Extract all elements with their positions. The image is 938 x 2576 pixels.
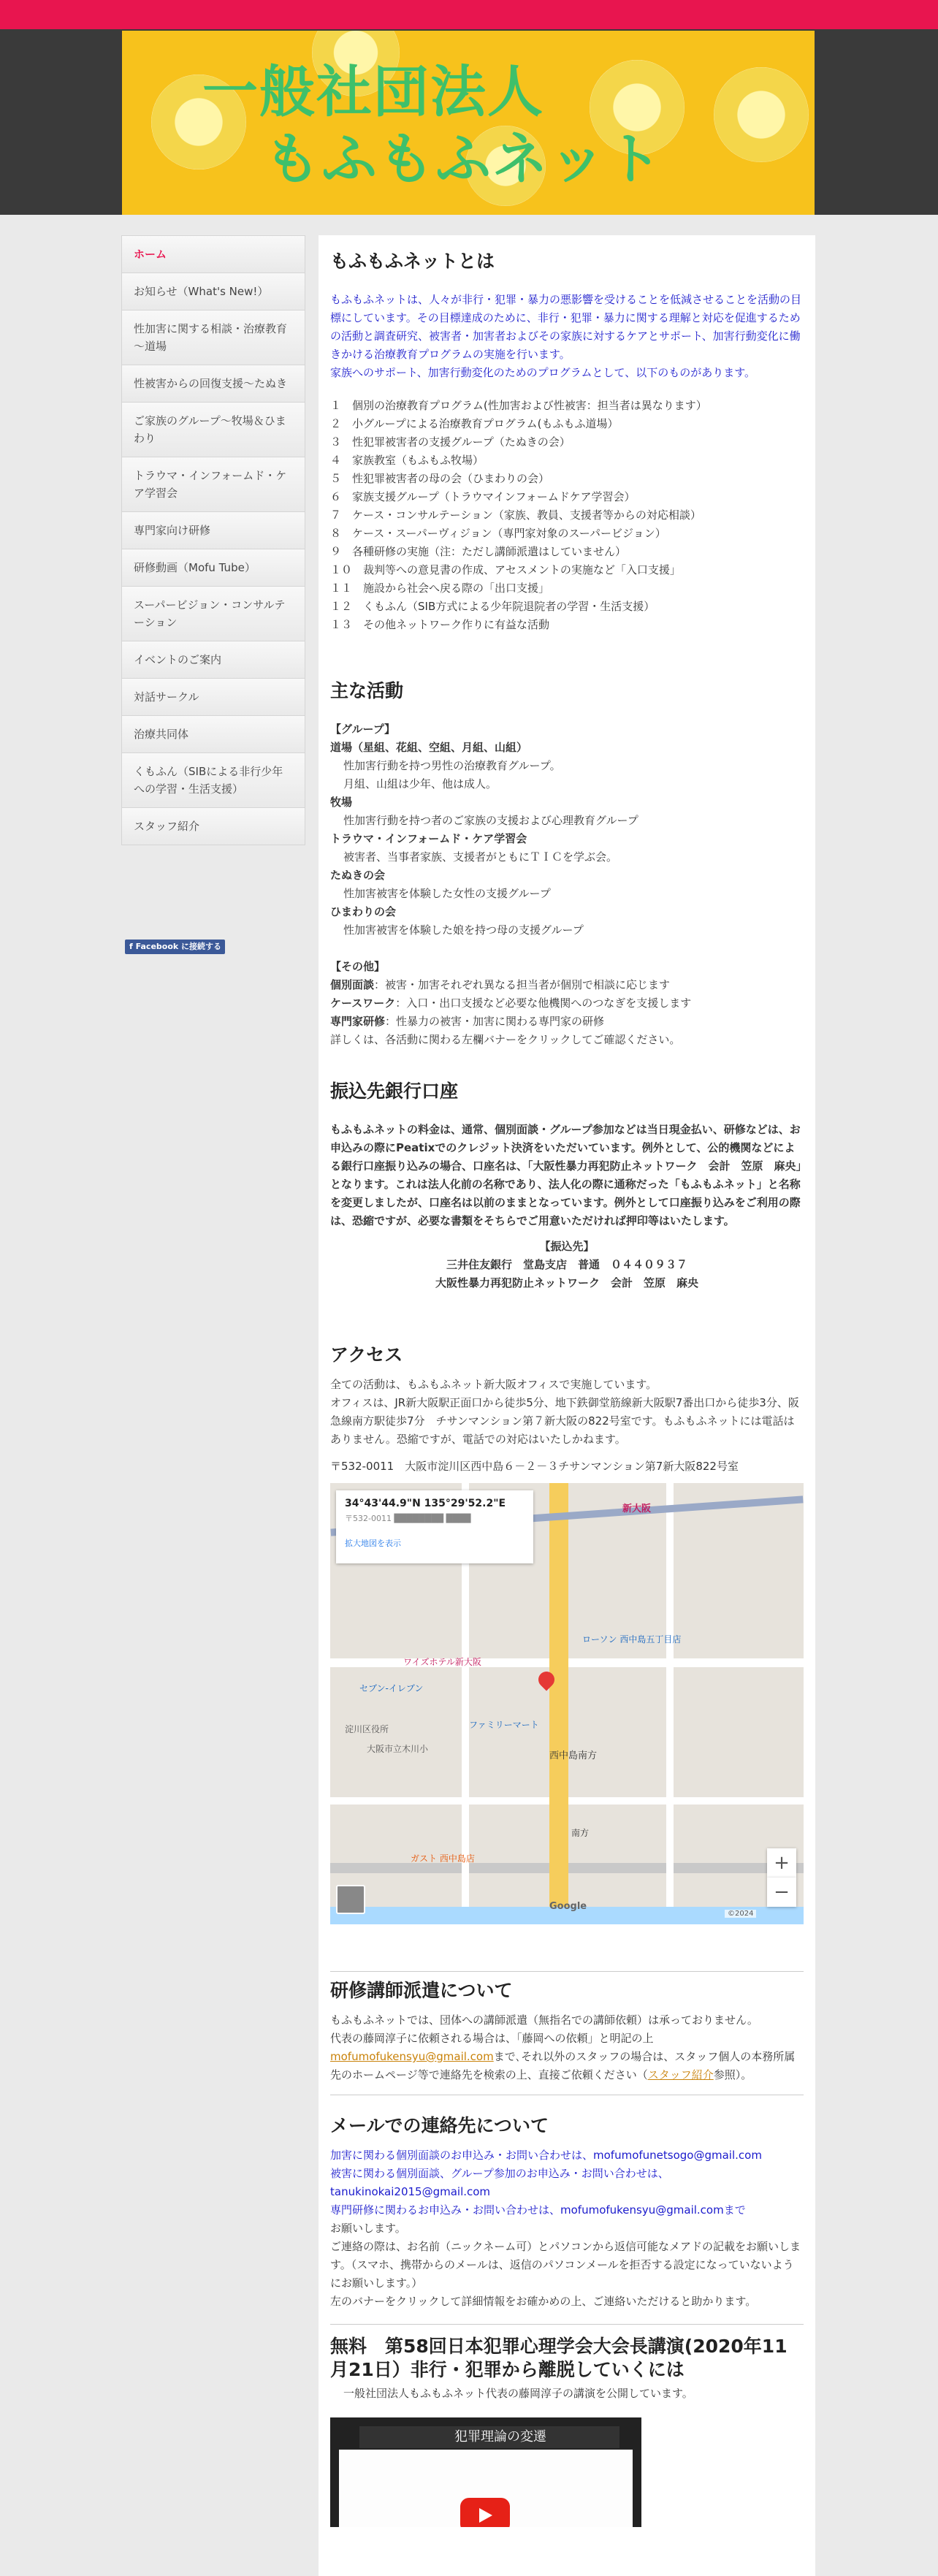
list-item: １０ 裁判等への意見書の作成、アセスメントの実施など「入口支援」 [330, 563, 681, 576]
contact-line: お願いします。 [330, 2222, 406, 2235]
sidebar-item-therapeutic-community[interactable]: 治療共同体 [121, 716, 305, 753]
group-desc: 月組、山組は少年、他は成人。 [343, 777, 497, 790]
group-name: 牧場 [330, 796, 353, 809]
youtube-video[interactable] [330, 2417, 641, 2527]
contact-line: tanukinokai2015@gmail.com [330, 2185, 491, 2198]
activities-title: 主な活動 [330, 680, 404, 701]
facebook-connect-button[interactable] [125, 940, 225, 954]
map-coords: 34°43'44.9"N 135°29'52.2"E [345, 1498, 506, 1509]
play-icon[interactable] [460, 2498, 510, 2527]
contact-line: 加害に関わる個別面談のお申込み・お問い合わせは、mofumofunetsogo@gmail.com [330, 2149, 762, 2162]
group-name: トラウマ・インフォームド・ケア学習会 [330, 832, 527, 845]
contact-line: 左のバナーをクリックして詳細情報をお確かめの上、ご連絡いただけると助かります。 [330, 2295, 757, 2308]
sidebar-item-tic[interactable]: トラウマ・インフォームド・ケア学習会 [121, 457, 305, 512]
access-section [330, 1344, 804, 1924]
about-section [330, 250, 804, 634]
lecturer-text-2a: 代表の藤岡淳子に依頼される場合は、「藤岡への依頼」と明記の上 [330, 2032, 654, 2045]
other-header: 【その他】 [330, 960, 386, 973]
sidebar-item-events[interactable]: イベントのご案内 [121, 641, 305, 679]
facebook-icon: f [129, 942, 136, 951]
group-header: 【グループ】 [330, 723, 395, 736]
bank-title: 振込先銀行口座 [330, 1081, 459, 1102]
contact-line: 専門研修に関わるお申込み・お問い合わせは、mofumofukensyu@gmail.comまで [330, 2203, 746, 2217]
map-label: ガスト 西中島店 [411, 1853, 475, 1864]
map-label: ワイズホテル新大阪 [403, 1657, 481, 1667]
staff-link[interactable]: スタッフ紹介 [647, 2068, 714, 2081]
site-banner[interactable] [122, 31, 815, 215]
map-larger-link[interactable]: 拡大地図を表示 [345, 1539, 401, 1548]
lecturer-text-3: まで､それ以外のスタッフの場合は、スタッフ個人の本務所属先のホームページ等で連絡先を検索の上、直接ご依頼ください（ [330, 2050, 796, 2081]
lecturer-email-link[interactable]: mofumofukensyu@gmail.com [330, 2050, 494, 2063]
lecturer-text-1: もふもふネットでは、団体への講師派遣（無指名での講師依頼）は承っておりません。 [330, 2013, 758, 2027]
sidebar-nav [121, 235, 305, 845]
map-label: 淀川区役所 [345, 1724, 389, 1734]
map-zoom-out-button[interactable]: − [767, 1878, 796, 1907]
list-item: ５ 性犯罪被害者の母の会（ひまわりの会） [330, 472, 550, 485]
bank-account: 三井住友銀行 堂島支店 普通 ０４４０９３７ [446, 1258, 687, 1271]
other-item [330, 976, 804, 994]
program-list [330, 397, 804, 634]
site-title-line1: 一般社団法人 [202, 59, 544, 124]
other-item [330, 994, 804, 1013]
bank-holder: 大阪性暴力再犯防止ネットワーク 会計 笠原 麻央 [435, 1276, 698, 1289]
group-name: たぬきの会 [330, 869, 386, 882]
lecturer-title: 研修講師派遣について [330, 1980, 513, 2001]
divider [330, 2324, 804, 2325]
access-address: 〒532-0011 大阪市淀川区西中島６－２－３チサンマンション第7新大阪822号室 [330, 1460, 739, 1473]
google-logo: Google [549, 1901, 587, 1912]
list-item: ９ 各種研修の実施（注：ただし講師派遣はしていません） [330, 545, 627, 558]
lecturer-section [330, 1979, 804, 2084]
sidebar-item-mofu-tube[interactable]: 研修動画（Mofu Tube） [121, 549, 305, 587]
list-item: ２ 小グループによる治療教育プログラム(もふもふ道場） [330, 417, 619, 430]
other-item-label: 専門家研修 [330, 1015, 386, 1028]
map-road [666, 1483, 674, 1924]
about-title: もふもふネットとは [330, 251, 495, 272]
map-highway [549, 1483, 568, 1924]
about-intro-2: 家族へのサポート、加害行動変化のためのプログラムとして、以下のものがあります。 [330, 366, 756, 379]
list-item: １３ その他ネットワーク作りに有益な活動 [330, 618, 550, 631]
group-desc: 性加害被害を体験した女性の支援グループ [343, 887, 551, 900]
list-item: ８ ケース・スーパーヴィジョン（専門家対象のスーパービジョン） [330, 527, 666, 540]
group-desc: 性加害被害を体験した娘を持つ母の支援グループ [343, 923, 584, 937]
list-item: １ 個別の治療教育プログラム(性加害および性被害：担当者は異なります） [330, 399, 707, 412]
lecture-section [330, 2335, 804, 2527]
map-label: セブン-イレブン [359, 1683, 424, 1693]
divider [330, 1971, 804, 1972]
sidebar-item-dialogue-circle[interactable]: 対話サークル [121, 679, 305, 716]
sidebar-item-tanuki[interactable]: 性被害からの回復支援～たぬき [121, 365, 305, 403]
group-desc: 性加害行動を持つ男性の治療教育グループ。 [343, 759, 561, 772]
map-info-box [336, 1490, 533, 1563]
about-intro: もふもふネットは、人々が非行・犯罪・暴力の悪影響を受けることを低減させることを活動の目標にしています。その目標達成のために、非行・犯罪・暴力に関する理解と対応を促進するための活動と調査研究、被害者・加害者およびその家族に対するケアとサポート、加害行動変化に働きかける治療教育プログラムの実施を行います。 [330, 293, 802, 361]
other-item-text: ：性暴力の被害・加害に関わる専門家の研修 [385, 1015, 605, 1028]
sidebar-item-home[interactable]: ホーム [121, 235, 305, 273]
map-label: 大阪市立木川小 [367, 1744, 429, 1754]
site-title [202, 58, 663, 193]
sidebar-item-family-groups[interactable]: ご家族のグループ～牧場＆ひまわり [121, 403, 305, 457]
map-zoom-in-button[interactable]: + [767, 1848, 796, 1878]
list-item: １２ くもふん（SIB方式による少年院退院者の学習・生活支援） [330, 600, 655, 613]
sidebar-item-news[interactable]: お知らせ（What's New!） [121, 273, 305, 310]
top-accent-bar [0, 0, 938, 29]
other-item-text: ：被害・加害それぞれ異なる担当者が個別で相談に応じます [374, 978, 671, 991]
list-item: ４ 家族教室（もふもふ牧場） [330, 454, 484, 467]
sidebar-item-professional-training[interactable]: 専門家向け研修 [121, 512, 305, 549]
bank-text: もふもふネットの料金は、通常、個別面談・グループ参加などは当日現金払い、研修などは、お申込みの際にPeatixでのクレジット決済をいただいています。例外として、公的機関などによる銀行口座振り込みの場合、口座名は、「大阪性暴力再犯防止ネットワーク 会計 笠原 麻央」となります。これは法人化前の名称であり、法人化の際に通称だった「もふもふネット」と名称を変更しましたが、口座名は以前のままとなっています。例外として口座振り込みをご利用の際は、恐縮ですが、必要な書類をそちらでご用意いただければ押印等はいたします。 [330, 1123, 802, 1227]
map-label: ローソン 西中島五丁目店 [582, 1634, 682, 1645]
list-item: ６ 家族支援グループ（トラウマインフォームドケア学習会） [330, 490, 636, 503]
group-name: ひまわりの会 [330, 905, 397, 918]
sidebar-item-dojo[interactable]: 性加害に関する相談・治療教育～道場 [121, 310, 305, 365]
group-desc: 被害者、当事者家族、支援者がともにＴＩＣを学ぶ会。 [343, 850, 618, 864]
lecture-title: 無料 第58回日本犯罪心理学会大会長講演(2020年11月21日）非行・犯罪から離脱していくには [330, 2336, 788, 2380]
map-label: 南方 [571, 1828, 590, 1838]
bank-header: 【振込先】 [539, 1240, 595, 1253]
access-title: アクセス [330, 1344, 403, 1365]
sidebar-item-kumofun[interactable]: くもふん（SIBによる非行少年への学習・生活支援） [121, 753, 305, 808]
contact-line: ご連絡の際は、お名前（ニックネーム可）とパソコンから返信可能なメアドの記載をお願いします。（スマホ、携帯からのメールは、返信のパソコンメールを拒否する設定になっていないようにお願いします。） [330, 2240, 801, 2290]
group-name: 道場（星組、花組、空組、月組、山組） [330, 741, 528, 754]
facebook-connect-label: Facebook に接続する [135, 942, 222, 951]
other-item-label: 個別面談 [330, 978, 375, 991]
map-label: ファミリーマート [469, 1720, 539, 1730]
contact-section [330, 2114, 804, 2311]
contact-title: メールでの連絡先について [330, 2115, 549, 2136]
lecture-subtitle: 一般社団法人もふもふネット代表の藤岡淳子の講演を公開しています。 [343, 2387, 693, 2400]
main-content [319, 235, 815, 2576]
list-item: １１ 施設から社会へ戻る際の「出口支援」 [330, 582, 550, 595]
group-desc: 性加害行動を持つ者のご家族の支援および心理教育グループ [343, 814, 638, 827]
sidebar-item-supervision[interactable]: スーパービジョン・コンサルテーション [121, 587, 305, 641]
map-label: 西中島南方 [549, 1750, 598, 1761]
sidebar-item-staff[interactable]: スタッフ紹介 [121, 808, 305, 845]
access-text-2: オフィスは、JR新大阪駅正面口から徒歩5分、地下鉄御堂筋線新大阪駅7番出口から徒歩3分、阪急線南方駅徒歩7分 チサンマンション第７新大阪の822号室です。もふもふネットには電話はありません。恐縮ですが、電話での対応はいたしかねます。 [330, 1396, 799, 1446]
activities-section [330, 679, 804, 1049]
other-item-label: ケースワーク [330, 997, 396, 1010]
other-item-text: ：入口・出口支援など必要な他機関へのつなぎを支援します [395, 997, 692, 1010]
list-item: ３ 性犯罪被害者の支援グループ（たぬきの会） [330, 435, 571, 449]
map-layers-thumbnail[interactable] [336, 1885, 365, 1914]
activities-footer: 詳しくは、各活動に関わる左欄バナーをクリックしてご確認ください。 [330, 1033, 681, 1046]
site-title-line2: もふもふネット [264, 126, 663, 191]
list-item: ７ ケース・コンサルテーション（家族、教員、支援者等からの対応相談） [330, 508, 701, 522]
google-map[interactable] [330, 1483, 804, 1924]
contact-line: 被害に関わる個別面談、グループ参加のお申込み・お問い合わせは、 [330, 2167, 669, 2180]
lecturer-text-4: 参照）。 [713, 2068, 752, 2081]
video-title: 犯罪理論の変遷 [359, 2426, 619, 2448]
bank-section [330, 1080, 804, 1292]
other-item [330, 1013, 804, 1031]
access-text-1: 全ての活動は、もふもふネット新大阪オフィスで実施しています。 [330, 1378, 657, 1391]
map-label: 新大阪 [622, 1504, 652, 1514]
map-copyright: ©2024 [725, 1910, 756, 1918]
lemon-image [714, 67, 809, 162]
lecturer-text-2 [330, 2030, 804, 2084]
map-coords-sub: 〒532-0011 ████████ ████ [345, 1514, 471, 1523]
